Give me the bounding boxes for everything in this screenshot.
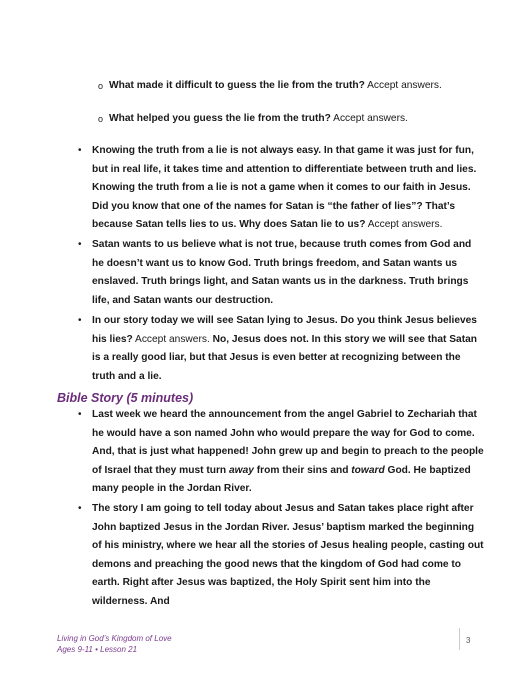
- bullet-icon: •: [78, 315, 82, 326]
- bullet-icon: •: [78, 503, 82, 514]
- bullet-baptism-story: [78, 500, 484, 612]
- bullet-note: Accept answers.: [132, 333, 213, 345]
- sub-question-note: Accept answers.: [364, 80, 442, 91]
- bullet-note: Accept answers.: [365, 219, 443, 231]
- bullet-text-part-3: God. He baptized many people in the Jordan River.: [92, 464, 471, 495]
- bullet-icon: •: [78, 145, 82, 156]
- sub-question-note: Accept answers.: [330, 113, 408, 124]
- footer-lesson-info: [57, 633, 172, 655]
- bullet-truth-from-lie: [78, 142, 484, 235]
- bullet-satan-wants: [78, 236, 484, 310]
- bullet-text-a: In our story today we will see Satan lying to Jesus. Do you think Jesus believes his lies?: [92, 315, 477, 345]
- page-number: 3: [466, 636, 471, 645]
- bullet-text-b: No, Jesus does not. In this story we will see that Satan is a really good liar, but that Jesus is even better at recognizing between the truth and a lie.: [92, 333, 477, 382]
- bullet-story-today: [78, 312, 484, 386]
- bullet-icon: •: [78, 409, 82, 420]
- bullet-last-week: [78, 406, 484, 499]
- bullet-text-part-2: from their sins and: [253, 464, 352, 476]
- footer-curriculum-title: Living in God’s Kingdom of Love: [57, 634, 172, 643]
- bullet-italic-toward: toward: [351, 464, 385, 476]
- footer-divider: [459, 628, 460, 650]
- sub-question-text: What helped you guess the lie from the truth?: [109, 113, 331, 124]
- bullet-text-part-1: Last week we heard the announcement from the angel Gabriel to Zechariah that he would have a son named John who would prepare the way for God to come. And, that is just what happened! John grew up and begin to preach to the people of Israel that they must turn: [92, 409, 484, 476]
- bullet-text: The story I am going to tell today about Jesus and Satan takes place right after John baptized Jesus in the Jordan River. Jesus’ baptism marked the beginning of his ministry, where we hear all the stories of Jesus healing people, casting out demons and preaching the good news that the kingdom of God had come to earth. Right after Jesus was baptized, the Holy Spirit sent him into the wilderness. And: [92, 503, 484, 607]
- sub-question-1: [98, 79, 489, 93]
- section-heading: Bible Story (5 minutes): [57, 391, 194, 405]
- bullet-italic-away: away: [228, 464, 254, 476]
- circle-bullet-icon: o: [98, 114, 104, 124]
- bullet-text: Satan wants to us believe what is not true, because truth comes from God and he doesn’t want us to know God. Truth brings freedom, and Satan wants us enslaved. Truth brings light, and Satan wants us in the darkness. Truth brings life, and Satan wants our destruction.: [92, 239, 472, 306]
- circle-bullet-icon: o: [98, 81, 104, 91]
- bullet-icon: •: [78, 239, 82, 250]
- sub-question-2: [98, 112, 489, 126]
- bullet-text: Knowing the truth from a lie is not always easy. In that game it was just for fun, but in real life, it takes time and attention to differentiate between truth and lies. Knowing the truth from a lie is not a game when it comes to our faith in Jesus. Did you know that one of the names for Satan is “the father of lies”? That’s because Satan tells lies to us. Why does Satan lie to us?: [92, 145, 477, 231]
- sub-question-text: What made it difficult to guess the lie from the truth?: [109, 80, 365, 91]
- footer-lesson-meta: Ages 9-11 • Lesson 21: [57, 645, 138, 654]
